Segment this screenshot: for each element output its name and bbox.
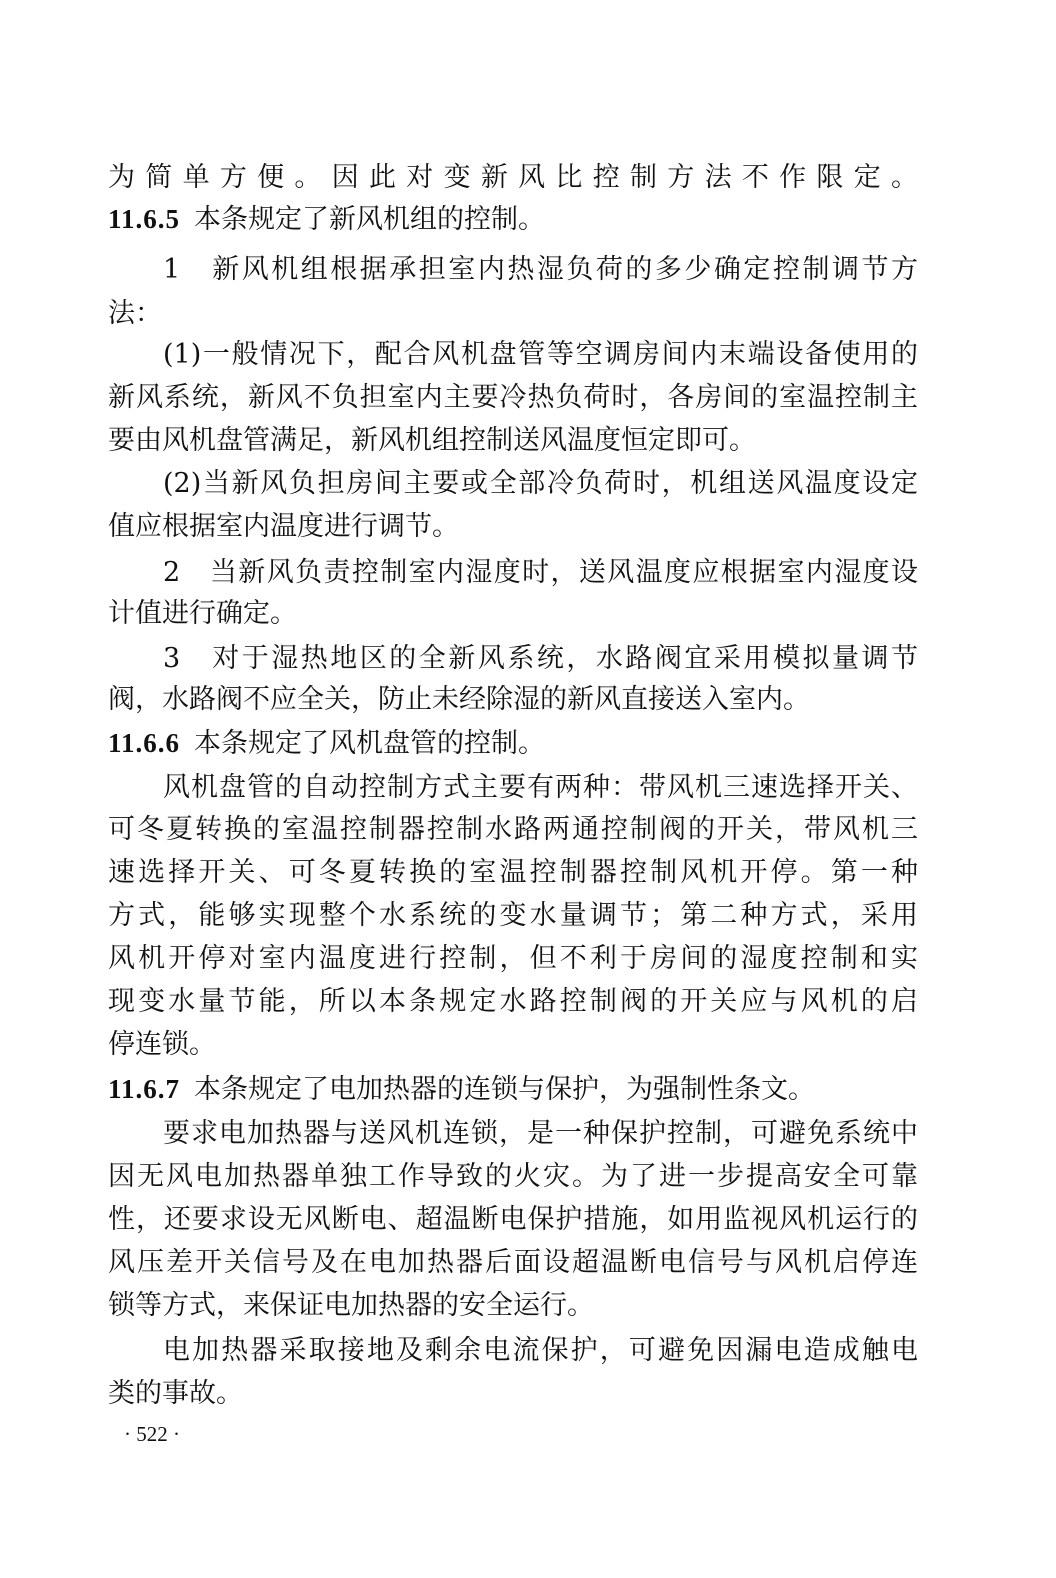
text-line: 性，还要求设无风断电、超温断电保护措施，如用监视风机运行的 [108,1204,918,1235]
text-line: 1 新风机组根据承担室内热湿负荷的多少确定控制调节方 [163,254,918,285]
text-line: 可冬夏转换的室温控制器控制水路两通控制阀的开关，带风机三 [108,814,918,845]
section-number: 11.6.5 [108,204,181,234]
text-line: 停连锁。 [108,1029,216,1060]
section-title: 本条规定了电加热器的连锁与保护，为强制性条文。 [194,1074,816,1105]
text-line: 速选择开关、可冬夏转换的室温控制器控制风机开停。第一种 [108,857,918,888]
text-line: 为简单方便。因此对变新风比控制方法不作限定。 [108,162,918,193]
section-number: 11.6.6 [108,728,181,758]
text-line: 2 当新风负责控制室内湿度时，送风温度应根据室内湿度设 [163,557,918,588]
section-title: 本条规定了风机盘管的控制。 [194,728,546,759]
text-line: 风机盘管的自动控制方式主要有两种：带风机三速选择开关、 [163,772,918,803]
text-line: 现变水量节能，所以本条规定水路控制阀的开关应与风机的启 [108,986,918,1017]
text-line: 要求电加热器与送风机连锁，是一种保护控制，可避免系统中 [163,1118,918,1149]
text-line: 因无风电加热器单独工作导致的火灾。为了进一步提高安全可靠 [108,1161,918,1192]
text-line: (1)一般情况下，配合风机盘管等空调房间内末端设备使用的 [163,339,918,370]
text-line: 类的事故。 [108,1378,243,1409]
text-line: 锁等方式，来保证电加热器的安全运行。 [108,1290,594,1321]
text-line: 新风系统，新风不负担室内主要冷热负荷时，各房间的室温控制主 [108,382,918,413]
section-heading-11-6-6 [108,723,918,763]
text-line: 3 对于湿热地区的全新风系统，水路阀宜采用模拟量调节 [163,643,918,674]
text-line: 电加热器采取接地及剩余电流保护，可避免因漏电造成触电 [163,1335,918,1366]
text-line: 方式，能够实现整个水系统的变水量调节；第二种方式，采用 [108,900,918,931]
section-heading-11-6-5 [108,199,918,239]
section-title: 本条规定了新风机组的控制。 [194,204,546,235]
text-line: 风机开停对室内温度进行控制，但不利于房间的湿度控制和实 [108,943,918,974]
text-line: 要由风机盘管满足，新风机组控制送风温度恒定即可。 [108,425,756,456]
page-number: · 522 · [124,1422,180,1446]
text-line: 阀，水路阀不应全关，防止未经除湿的新风直接送入室内。 [108,684,810,715]
section-heading-11-6-7 [108,1069,918,1109]
section-number: 11.6.7 [108,1074,181,1104]
text-line: (2)当新风负担房间主要或全部冷负荷时，机组送风温度设定 [163,468,918,499]
text-line: 法： [108,298,162,329]
text-line: 值应根据室内温度进行调节。 [108,511,459,542]
text-line: 风压差开关信号及在电加热器后面设超温断电信号与风机启停连 [108,1247,918,1278]
text-line: 计值进行确定。 [108,598,297,629]
